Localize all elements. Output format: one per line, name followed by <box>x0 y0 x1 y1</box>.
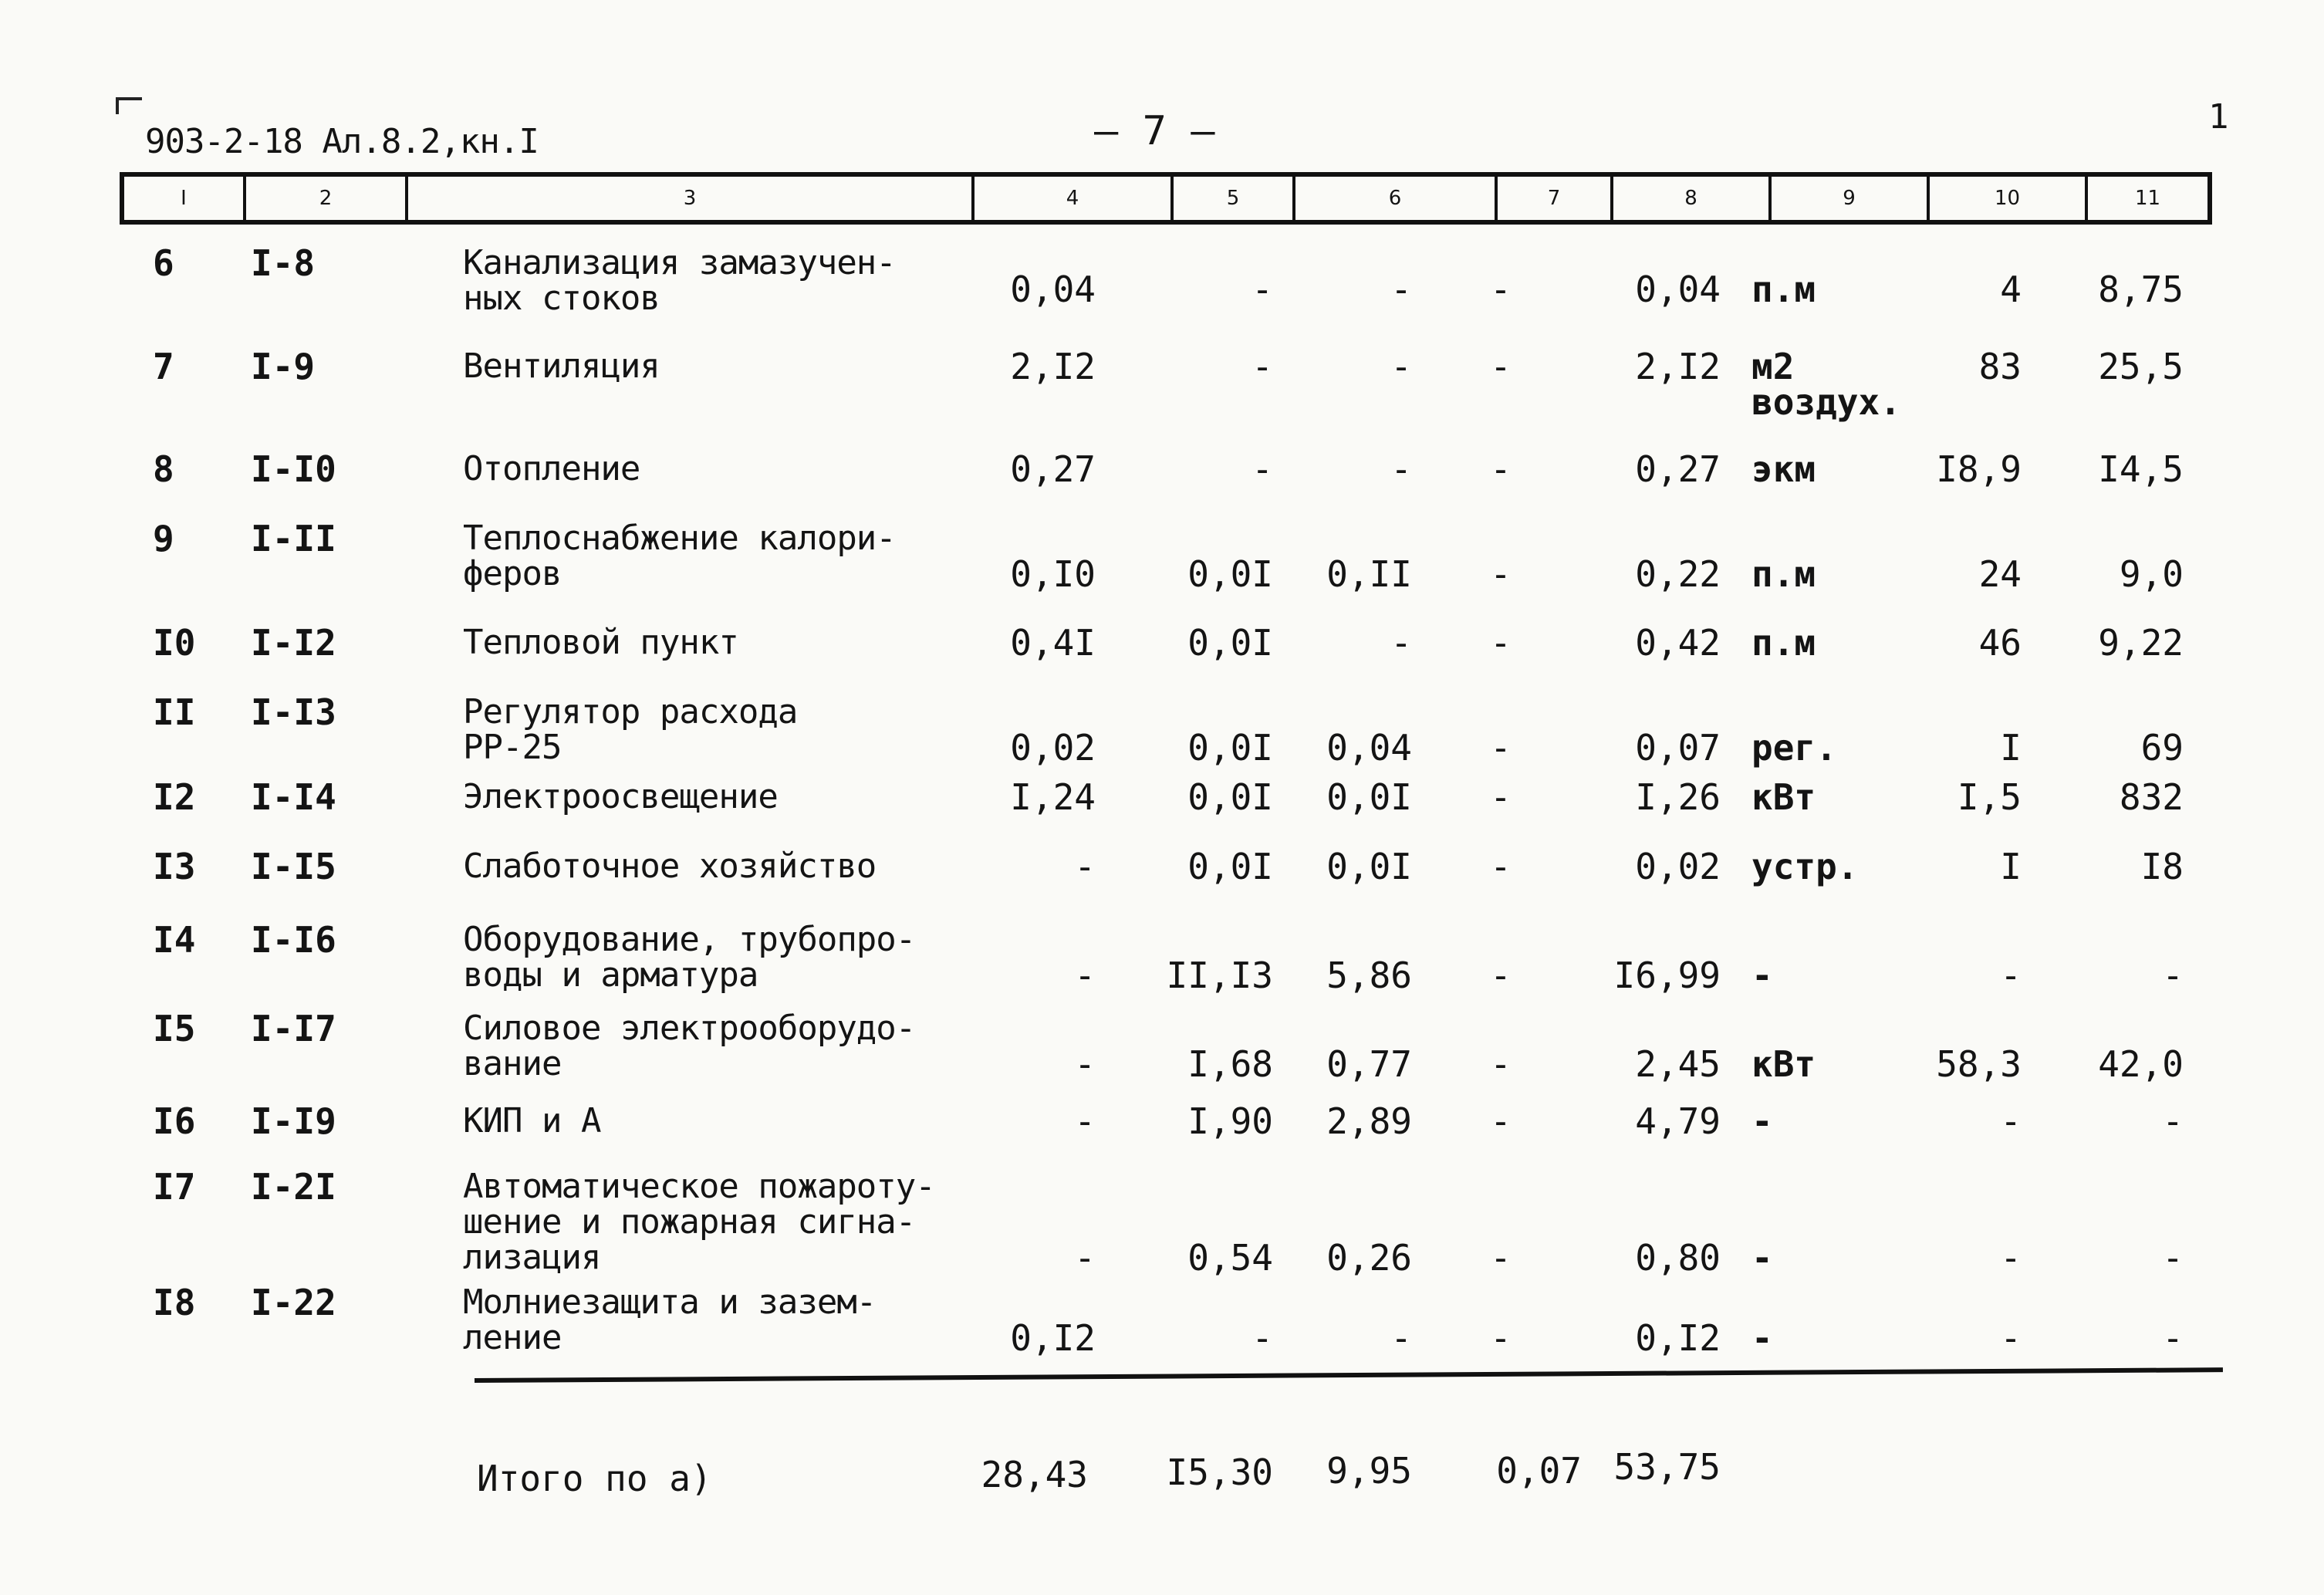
column-header-row <box>120 172 2212 225</box>
row-name: Электроосвещение <box>463 777 778 816</box>
row-col7: - <box>1490 1043 1512 1085</box>
column-header-4: 4 <box>975 177 1174 220</box>
row-name: Тепловой пункт <box>463 623 738 662</box>
row-code: I-I4 <box>251 776 336 818</box>
row-col4: - <box>1074 1100 1096 1142</box>
row-col10: 58,3 <box>1936 1043 2022 1085</box>
row-col10: I <box>2000 727 2022 769</box>
row-col5: - <box>1252 269 1273 310</box>
row-name: Силовое электрооборудо- вание <box>463 1009 916 1083</box>
edge-mark: 1 <box>2208 97 2229 137</box>
row-col6: - <box>1390 448 1412 490</box>
row-col8: 2,45 <box>1635 1043 1721 1085</box>
row-name: Оборудование, трубопро- воды и арматура <box>463 920 916 995</box>
row-col6: - <box>1390 346 1412 387</box>
row-col7: - <box>1490 448 1512 490</box>
row-col7: - <box>1490 1317 1512 1359</box>
row-col8: 0,22 <box>1635 553 1721 595</box>
row-col4: 0,02 <box>1010 727 1096 769</box>
row-col10: I8,9 <box>1936 448 2022 490</box>
row-name: Молниезащита и зазем- ление <box>463 1282 877 1357</box>
row-col9: м2 воздух. <box>1751 346 1901 423</box>
row-col11: 9,0 <box>2119 553 2184 595</box>
row-col9: п.м <box>1751 269 1816 310</box>
row-col7: - <box>1490 727 1512 769</box>
corner-mark <box>116 97 142 114</box>
document-code: 903-2-18 Ал.8.2,кн.I <box>145 122 539 161</box>
row-col9: п.м <box>1751 553 1816 595</box>
page-number: — 7 — <box>1094 108 1215 154</box>
row-col8: 0,07 <box>1635 727 1721 769</box>
column-header-7: 7 <box>1498 177 1613 220</box>
row-col5: 0,0I <box>1187 553 1273 595</box>
row-col5: - <box>1252 346 1273 387</box>
row-col10: 4 <box>2000 269 2022 310</box>
row-col10: I,5 <box>1957 776 2022 818</box>
row-code: I-9 <box>251 346 316 387</box>
row-col5: 0,0I <box>1187 846 1273 887</box>
row-col10: - <box>2000 1317 2022 1359</box>
row-col6: - <box>1390 269 1412 310</box>
row-col9: - <box>1751 1237 1773 1279</box>
column-header-3: 3 <box>408 177 975 220</box>
row-code: I-22 <box>251 1282 336 1323</box>
row-col5: 0,0I <box>1187 776 1273 818</box>
row-code: I-8 <box>251 242 316 284</box>
row-col6: 0,0I <box>1326 776 1412 818</box>
row-name: Теплоснабжение калори- феров <box>463 519 896 593</box>
row-col9: - <box>1751 1317 1773 1359</box>
row-col5: - <box>1252 1317 1273 1359</box>
row-col4: 0,4I <box>1010 622 1096 664</box>
row-col4: I,24 <box>1010 776 1096 818</box>
row-name: Вентиляция <box>463 346 660 386</box>
row-col8: 4,79 <box>1635 1100 1721 1142</box>
row-col6: 0,04 <box>1326 727 1412 769</box>
row-col5: I,68 <box>1187 1043 1273 1085</box>
row-col11: 42,0 <box>2098 1043 2184 1085</box>
row-col9: кВт <box>1751 1043 1816 1085</box>
row-number: I8 <box>153 1282 196 1323</box>
total-label: Итого по а) <box>477 1458 712 1499</box>
row-col4: - <box>1074 846 1096 887</box>
row-name: Канализация замазучен- ных стоков <box>463 243 896 318</box>
row-col6: 0,0I <box>1326 846 1412 887</box>
row-col7: - <box>1490 955 1512 996</box>
row-col11: 69 <box>2140 727 2184 769</box>
column-header-6: 6 <box>1295 177 1498 220</box>
row-name: Автоматическое пожароту- шение и пожарная сигна- лизация <box>463 1167 935 1277</box>
row-col4: - <box>1074 955 1096 996</box>
total-col5: I5,30 <box>1166 1451 1273 1493</box>
row-col11: 832 <box>2119 776 2184 818</box>
row-col6: 0,77 <box>1326 1043 1412 1085</box>
total-col6: 9,95 <box>1326 1450 1412 1492</box>
row-col4: 2,I2 <box>1010 346 1096 387</box>
row-col8: 0,02 <box>1635 846 1721 887</box>
row-col5: 0,0I <box>1187 727 1273 769</box>
row-code: I-2I <box>251 1166 336 1208</box>
row-col11: - <box>2162 1317 2184 1359</box>
row-col7: - <box>1490 553 1512 595</box>
row-col8: 0,42 <box>1635 622 1721 664</box>
row-col8: I6,99 <box>1613 955 1721 996</box>
row-col7: - <box>1490 622 1512 664</box>
row-code: I-I2 <box>251 622 336 664</box>
row-col11: - <box>2162 1237 2184 1279</box>
row-col11: I4,5 <box>2098 448 2184 490</box>
row-col11: 9,22 <box>2098 622 2184 664</box>
row-col4: 0,I2 <box>1010 1317 1096 1359</box>
row-number: I3 <box>153 846 196 887</box>
row-number: I2 <box>153 776 196 818</box>
row-col8: 2,I2 <box>1635 346 1721 387</box>
row-code: I-I6 <box>251 919 336 961</box>
row-col7: - <box>1490 269 1512 310</box>
row-name: КИП и А <box>463 1101 601 1140</box>
column-header-8: 8 <box>1613 177 1772 220</box>
row-number: I6 <box>153 1100 196 1142</box>
row-name: Слаботочное хозяйство <box>463 846 877 886</box>
row-number: 9 <box>153 518 174 559</box>
row-col10: I <box>2000 846 2022 887</box>
total-col8: 53,75 <box>1613 1446 1721 1488</box>
row-number: I4 <box>153 919 196 961</box>
row-col8: I,26 <box>1635 776 1721 818</box>
row-col4: - <box>1074 1043 1096 1085</box>
row-col7: - <box>1490 1100 1512 1142</box>
row-col5: 0,54 <box>1187 1237 1273 1279</box>
row-col10: 46 <box>1978 622 2022 664</box>
row-col9: экм <box>1751 448 1816 490</box>
column-header-10: 10 <box>1930 177 2088 220</box>
row-code: I-I7 <box>251 1008 336 1049</box>
row-code: I-I0 <box>251 448 336 490</box>
row-col11: - <box>2162 955 2184 996</box>
row-col11: 8,75 <box>2098 269 2184 310</box>
row-col6: - <box>1390 622 1412 664</box>
row-col9: рег. <box>1751 727 1837 769</box>
row-col6: 5,86 <box>1326 955 1412 996</box>
row-col11: - <box>2162 1100 2184 1142</box>
row-col5: I,90 <box>1187 1100 1273 1142</box>
row-col10: - <box>2000 1237 2022 1279</box>
row-col8: 0,04 <box>1635 269 1721 310</box>
row-number: I5 <box>153 1008 196 1049</box>
row-number: 6 <box>153 242 174 284</box>
row-col10: - <box>2000 1100 2022 1142</box>
row-col5: - <box>1252 448 1273 490</box>
row-col7: - <box>1490 346 1512 387</box>
column-header-9: 9 <box>1772 177 1930 220</box>
row-col6: 2,89 <box>1326 1100 1412 1142</box>
row-col5: II,I3 <box>1166 955 1273 996</box>
column-header-1: I <box>124 177 246 220</box>
row-col6: - <box>1390 1317 1412 1359</box>
row-name: Регулятор расхода РР-25 <box>463 692 798 767</box>
column-header-2: 2 <box>246 177 408 220</box>
row-number: I0 <box>153 622 196 664</box>
row-number: 7 <box>153 346 174 387</box>
row-col4: 0,04 <box>1010 269 1096 310</box>
row-number: II <box>153 691 196 733</box>
row-code: I-I9 <box>251 1100 336 1142</box>
row-number: I7 <box>153 1166 196 1208</box>
row-col7: - <box>1490 1237 1512 1279</box>
row-name: Отопление <box>463 449 640 488</box>
row-col9: - <box>1751 955 1773 996</box>
row-col11: 25,5 <box>2098 346 2184 387</box>
row-col9: кВт <box>1751 776 1816 818</box>
row-col6: 0,26 <box>1326 1237 1412 1279</box>
row-col10: 83 <box>1978 346 2022 387</box>
row-col8: 0,80 <box>1635 1237 1721 1279</box>
row-col4: 0,I0 <box>1010 553 1096 595</box>
column-header-5: 5 <box>1174 177 1295 220</box>
row-code: I-II <box>251 518 336 559</box>
row-col10: - <box>2000 955 2022 996</box>
row-col10: 24 <box>1978 553 2022 595</box>
total-col4: 28,43 <box>981 1454 1088 1495</box>
row-col6: 0,II <box>1326 553 1412 595</box>
column-header-11: 11 <box>2134 187 2161 210</box>
row-col8: 0,27 <box>1635 448 1721 490</box>
row-code: I-I5 <box>251 846 336 887</box>
row-col11: I8 <box>2140 846 2184 887</box>
row-code: I-I3 <box>251 691 336 733</box>
row-number: 8 <box>153 448 174 490</box>
row-col4: 0,27 <box>1010 448 1096 490</box>
total-rule <box>475 1367 2223 1383</box>
total-col7: 0,07 <box>1496 1450 1582 1492</box>
row-col7: - <box>1490 776 1512 818</box>
row-col9: - <box>1751 1100 1773 1142</box>
row-col8: 0,I2 <box>1635 1317 1721 1359</box>
row-col4: - <box>1074 1237 1096 1279</box>
row-col9: устр. <box>1751 846 1859 887</box>
row-col7: - <box>1490 846 1512 887</box>
row-col5: 0,0I <box>1187 622 1273 664</box>
row-col9: п.м <box>1751 622 1816 664</box>
